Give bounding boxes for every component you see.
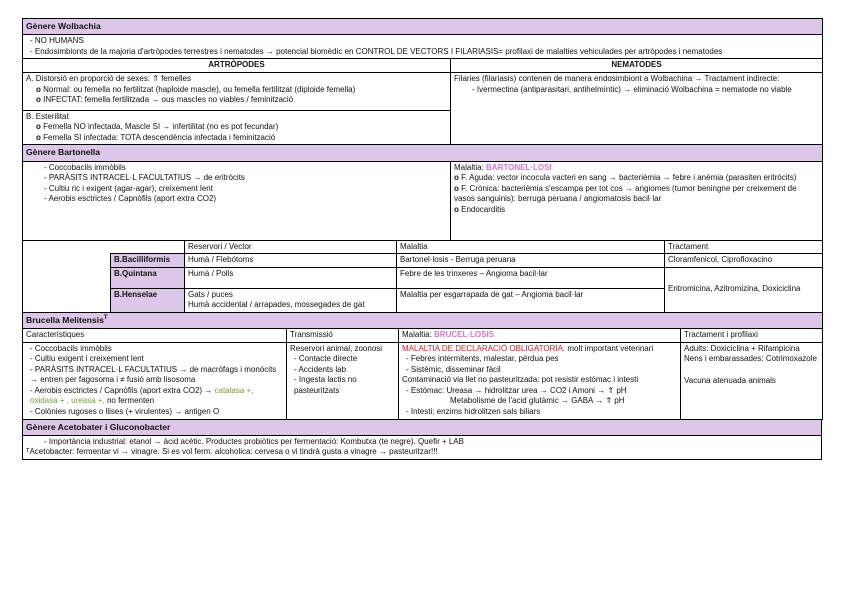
th-characteristics: Característiques [23, 329, 287, 343]
col-nematodes: NEMATODES [451, 59, 823, 73]
brucella-title-text: Brucella Melitensis [26, 314, 104, 325]
col-artropodes: ARTRÒPODES [23, 59, 451, 73]
species-reservoir [185, 288, 397, 312]
species-disease: Febre de les trinxeres – Angioma bacil·lar [397, 267, 665, 288]
a-item: o INFECTAT: femella fertilitzada → ous mascles no viables / feminització [36, 95, 447, 106]
th-transmission: Transmissió [287, 329, 399, 343]
intro-item: - NO HUMANS [30, 36, 819, 47]
char-item [30, 386, 283, 407]
char-item: - Coccobacils immòbils [44, 163, 447, 174]
b-item: o Femella NO infectada, Mascle SI → infertilitat (no es pot fecundar) [36, 122, 447, 133]
acetobacter-table [22, 419, 822, 460]
spacer [23, 254, 111, 268]
char-item: - Cultiu ric i exigent (agar-agar), creixement lent [44, 184, 447, 195]
species-treatment: Eritromicina, Azitromizina, Doxiciclina [665, 267, 823, 312]
wolbachia-title: Gènere Wolbachia [23, 19, 823, 35]
artropodes-a [23, 72, 451, 110]
disease-item: o F. Aguda: vector incocula vacteri en sang → bacterièmia → febre i anèmia (parasiten eritròcits) [454, 173, 819, 184]
disease-item: - Febres intermitents, malestar, pèrdua pes [406, 354, 677, 365]
bartonella-table [22, 144, 823, 240]
disease-label: Malaltia: [454, 162, 487, 172]
char-item: - PARÀSITS INTRACEL·L FACULTATIUS → de macròfags i monòcits → entren per fagosoma i ≠ fusió amb lisosoma [30, 365, 283, 386]
footnote-mark: T [103, 314, 108, 321]
bartonella-characteristics [23, 161, 451, 240]
char-item: - Colònies rugoses o llises (+ virulentes) → antigen O [30, 407, 283, 418]
edo-tail: molt important veterinari [565, 343, 654, 353]
nematodes-cell [451, 72, 823, 144]
transmission-title: Reservori animal, zoonosi [290, 343, 383, 353]
wolbachia-intro [23, 35, 823, 59]
a-item: o Normal: ou femella no fertilitzat (haploide mascle), ou femella fertilitzat (diploide femella) [36, 85, 447, 96]
char-item: - Cultiu exigent i creixement lent [30, 354, 283, 365]
brucella-disease [399, 342, 681, 419]
disease-item: o Endocarditis [454, 205, 819, 216]
th-treatment: Tractament i profilaxi [681, 329, 823, 343]
brucella-transmission [287, 342, 399, 419]
spacer [111, 240, 185, 254]
artropodes-b [23, 110, 451, 145]
stomach-line2: Metabolisme de l'acid glutàmic → GABA → ⇑ pH [450, 396, 625, 406]
acetobacter-body [23, 435, 822, 459]
intro-item: - Endosimbionts de la majoria d'artròpodes terrestres i nematodes → potencial biomèdic en CONTROL DE VECTORS I FILARIASIS= profilaxi de malalties vehiculades per artròpodes i nematodes [30, 47, 819, 58]
reservoir-line: Humà accidental / arrapades, mossegades de gat [188, 300, 365, 310]
brucella-treatment [681, 342, 823, 419]
treatment-line: Adults: Doxiciclina + Rifampicina [684, 343, 800, 353]
document-page [22, 18, 822, 460]
nem-item: - Ivermectina (antiparasitari, antihelmíntic) → eliminació Wolbachina = nematode no viable [472, 85, 819, 96]
acetobacter-item: - Importància industrial: etanol → àcid acètic. Productes probiòtics per fermentació: Kombutxa (te negre). Quefir + LAB [44, 437, 818, 448]
spacer [23, 240, 111, 254]
brucella-title [23, 312, 823, 328]
bartonella-title: Gènere Bartonella [23, 145, 823, 161]
species-treatment: Cloramfenicol, Ciprofloxacino [665, 254, 823, 268]
b-title: B. Esterilitat [26, 111, 69, 121]
wolbachia-table [22, 18, 823, 145]
disease-item: o F. Crònica: bacterièmia s'escampa per tot cos → angiomes (tumor beningne per creixement de vasos sanguinis): berruga peruana / angiomatosis bacil·lar [454, 184, 819, 205]
char-item: - PARÀSITS INTRACEL·L FACULTATIUS → de eritròcits [44, 173, 447, 184]
th-treatment: Tractament [665, 240, 823, 254]
stomach-item: - Estómac: Ureasa → hidrolitzar urea → CO2 i Amoni → ⇑ pH [406, 386, 677, 397]
species-disease: Bartonel·losis - Berruga peruana [397, 254, 665, 268]
spacer [23, 267, 111, 288]
nem-text: Filaries (filariasis) contenen de manera endosimbiont a Wolbachina → Tractament indirecte: [454, 73, 780, 83]
transmission-item: - Accidents lab [294, 365, 395, 376]
species-name: B.Quintana [111, 267, 185, 288]
contamination-text: Contaminació via llet no pasteuritzada: pot resistir estómac i intesti [402, 375, 639, 385]
char-item: - Coccobacils immòbils [30, 344, 283, 355]
b-item: o Femella SI infectada: TOTA descendència infectada i feminització [36, 133, 447, 144]
disease-item: - Sistèmic, disseminar fàcil [406, 365, 677, 376]
brucella-characteristics [23, 342, 287, 419]
species-name: B.Bacilliformis [111, 254, 185, 268]
disease-name: BARTONEL·LOSI [486, 162, 552, 172]
char-green: catalasa +, oxidasa + , ureasa +, [30, 385, 254, 406]
char-text: Aerobis esctrictes / Capnòfils (aport extra CO2) → [34, 385, 213, 395]
acetobacter-footnote: ᵀAcetobacter: fermentar vi → vinagre. Si es vol ferm. alcoholica: cervesa o vi tindrà gusta a vinagre → pasteuritzar!!! [26, 447, 438, 457]
acetobacter-title: Gènere Acetobater i Gluconobacter [23, 419, 822, 435]
species-name: B.Henselae [111, 288, 185, 312]
intestine-item: - Intesti: enzims hidrolitzen sals biliars [406, 407, 677, 418]
disease-name: BRUCEL·LOSIS [434, 330, 495, 340]
treatment-line: Nens i embarassades: Cotrimoxazole [684, 354, 817, 364]
transmission-item: - Contacte directe [294, 354, 395, 365]
transmission-item: - Ingesta lactis no pasteuritzats [294, 375, 395, 396]
reservoir-line: Gats / puces [188, 289, 233, 299]
species-disease: Malaltia per esgarrapada de gat – Angioma bacil·lar [397, 288, 665, 312]
spacer [23, 288, 111, 312]
th-disease [399, 329, 681, 343]
char-tail: no fermenten [104, 396, 155, 406]
a-title: A. Distorsió en proporció de sexes: ⇑ femelles [26, 73, 191, 83]
char-item: - Aerobis esctrictes / Capnòfils (aport extra CO2) [44, 194, 447, 205]
species-reservoir: Humà / Flebótoms [185, 254, 397, 268]
th-reservoir: Reservori / Vector [185, 240, 397, 254]
brucella-table [22, 312, 823, 420]
bartonella-disease [451, 161, 823, 240]
disease-label: Malaltia: [402, 330, 435, 340]
species-reservoir: Humà / Polls [185, 267, 397, 288]
edo-label: MALALTIA DE DECLARACIÓ OBLIGATORIA: [402, 343, 566, 353]
th-disease: Malaltia [397, 240, 665, 254]
bartonella-species-table [22, 240, 823, 313]
treatment-line: Vacuna atenuada animals [684, 375, 776, 385]
